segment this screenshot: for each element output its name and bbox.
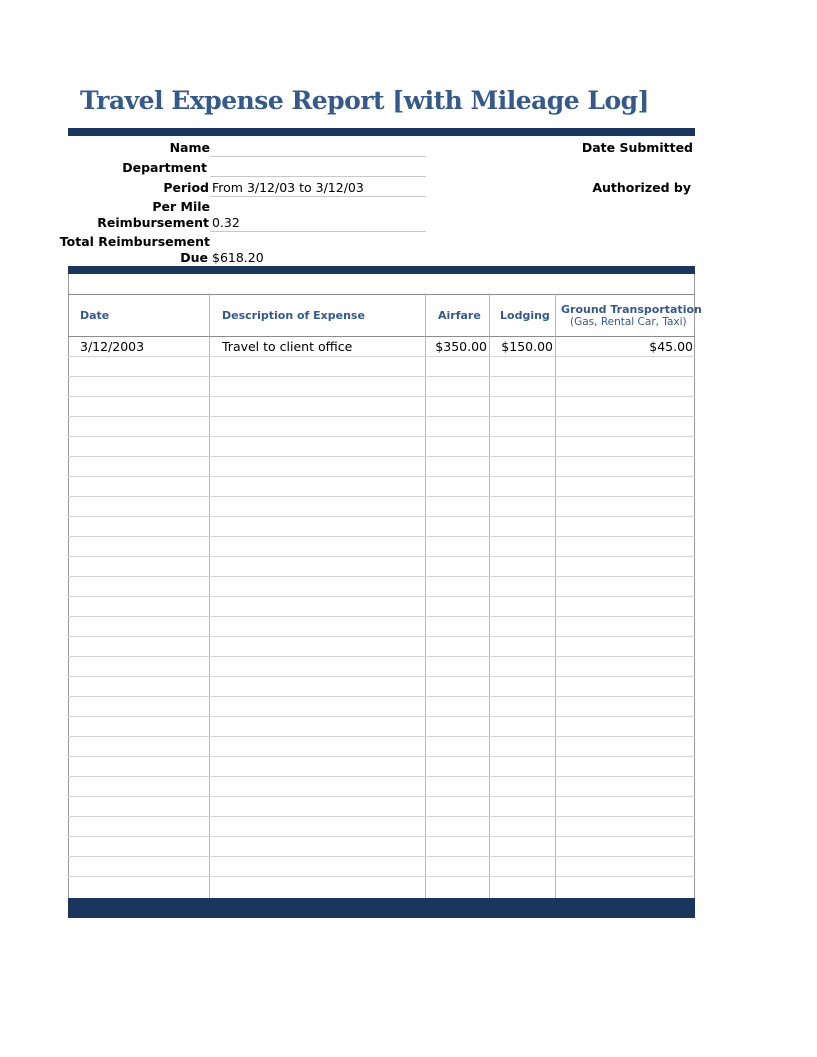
- table-row-line: [68, 596, 695, 597]
- table-row-line: [68, 876, 695, 877]
- period-label: Period: [163, 180, 209, 195]
- row-date[interactable]: 3/12/2003: [80, 339, 145, 354]
- table-row-line: [68, 516, 695, 517]
- total-field[interactable]: $618.20: [212, 250, 264, 265]
- page-title: Travel Expense Report [with Mileage Log]: [80, 86, 649, 115]
- per-mile-label-line2: Reimbursement: [97, 215, 209, 230]
- table-row-line: [68, 476, 695, 477]
- row-description[interactable]: Travel to client office: [222, 339, 353, 354]
- table-row-line: [68, 416, 695, 417]
- department-label: Department: [122, 160, 207, 175]
- table-row-line: [68, 736, 695, 737]
- table-row-line: [68, 436, 695, 437]
- name-underline: [210, 156, 426, 157]
- table-row-line: [68, 616, 695, 617]
- table-row-line: [68, 716, 695, 717]
- table-row-line: [68, 536, 695, 537]
- table-row-line: [68, 656, 695, 657]
- table-row-line: [68, 776, 695, 777]
- table-row-line: [68, 456, 695, 457]
- bottom-divider-bar: [68, 898, 695, 918]
- per-mile-label-line1: Per Mile: [152, 199, 210, 214]
- table-row-line: [68, 636, 695, 637]
- table-header-bottom-line: [68, 336, 695, 337]
- top-divider-bar: [68, 128, 695, 136]
- table-header-top-line: [68, 294, 695, 295]
- expense-table: [68, 274, 695, 898]
- column-header-lodging: Lodging: [500, 309, 550, 322]
- authorized-by-label: Authorized by: [592, 180, 691, 195]
- column-header-airfare: Airfare: [438, 309, 481, 322]
- period-underline: [210, 196, 426, 197]
- row-lodging[interactable]: $150.00: [501, 339, 553, 354]
- table-row-line: [68, 556, 695, 557]
- table-row-line: [68, 396, 695, 397]
- table-row-line: [68, 356, 695, 357]
- total-label-line1: Total Reimbursement: [59, 234, 210, 249]
- table-row-line: [68, 796, 695, 797]
- department-underline: [210, 176, 426, 177]
- table-row-line: [68, 816, 695, 817]
- column-header-ground: Ground Transportation: [561, 303, 702, 316]
- row-airfare[interactable]: $350.00: [435, 339, 487, 354]
- column-header-ground-subtitle: (Gas, Rental Car, Taxi): [570, 316, 687, 328]
- middle-divider-bar: [68, 266, 695, 274]
- table-row-line: [68, 836, 695, 837]
- date-submitted-label: Date Submitted: [581, 140, 693, 155]
- total-label-line2: Due: [180, 250, 208, 265]
- period-field[interactable]: From 3/12/03 to 3/12/03: [212, 180, 364, 195]
- table-row-line: [68, 676, 695, 677]
- table-row-line: [68, 496, 695, 497]
- table-row-line: [68, 376, 695, 377]
- row-ground[interactable]: $45.00: [649, 339, 693, 354]
- table-row-line: [68, 696, 695, 697]
- per-mile-underline: [210, 231, 426, 232]
- column-header-description: Description of Expense: [222, 309, 365, 322]
- table-row-line: [68, 576, 695, 577]
- table-row-line: [68, 756, 695, 757]
- table-row-line: [68, 856, 695, 857]
- column-header-date: Date: [80, 309, 110, 322]
- name-label: Name: [169, 140, 210, 155]
- per-mile-field[interactable]: 0.32: [212, 215, 240, 230]
